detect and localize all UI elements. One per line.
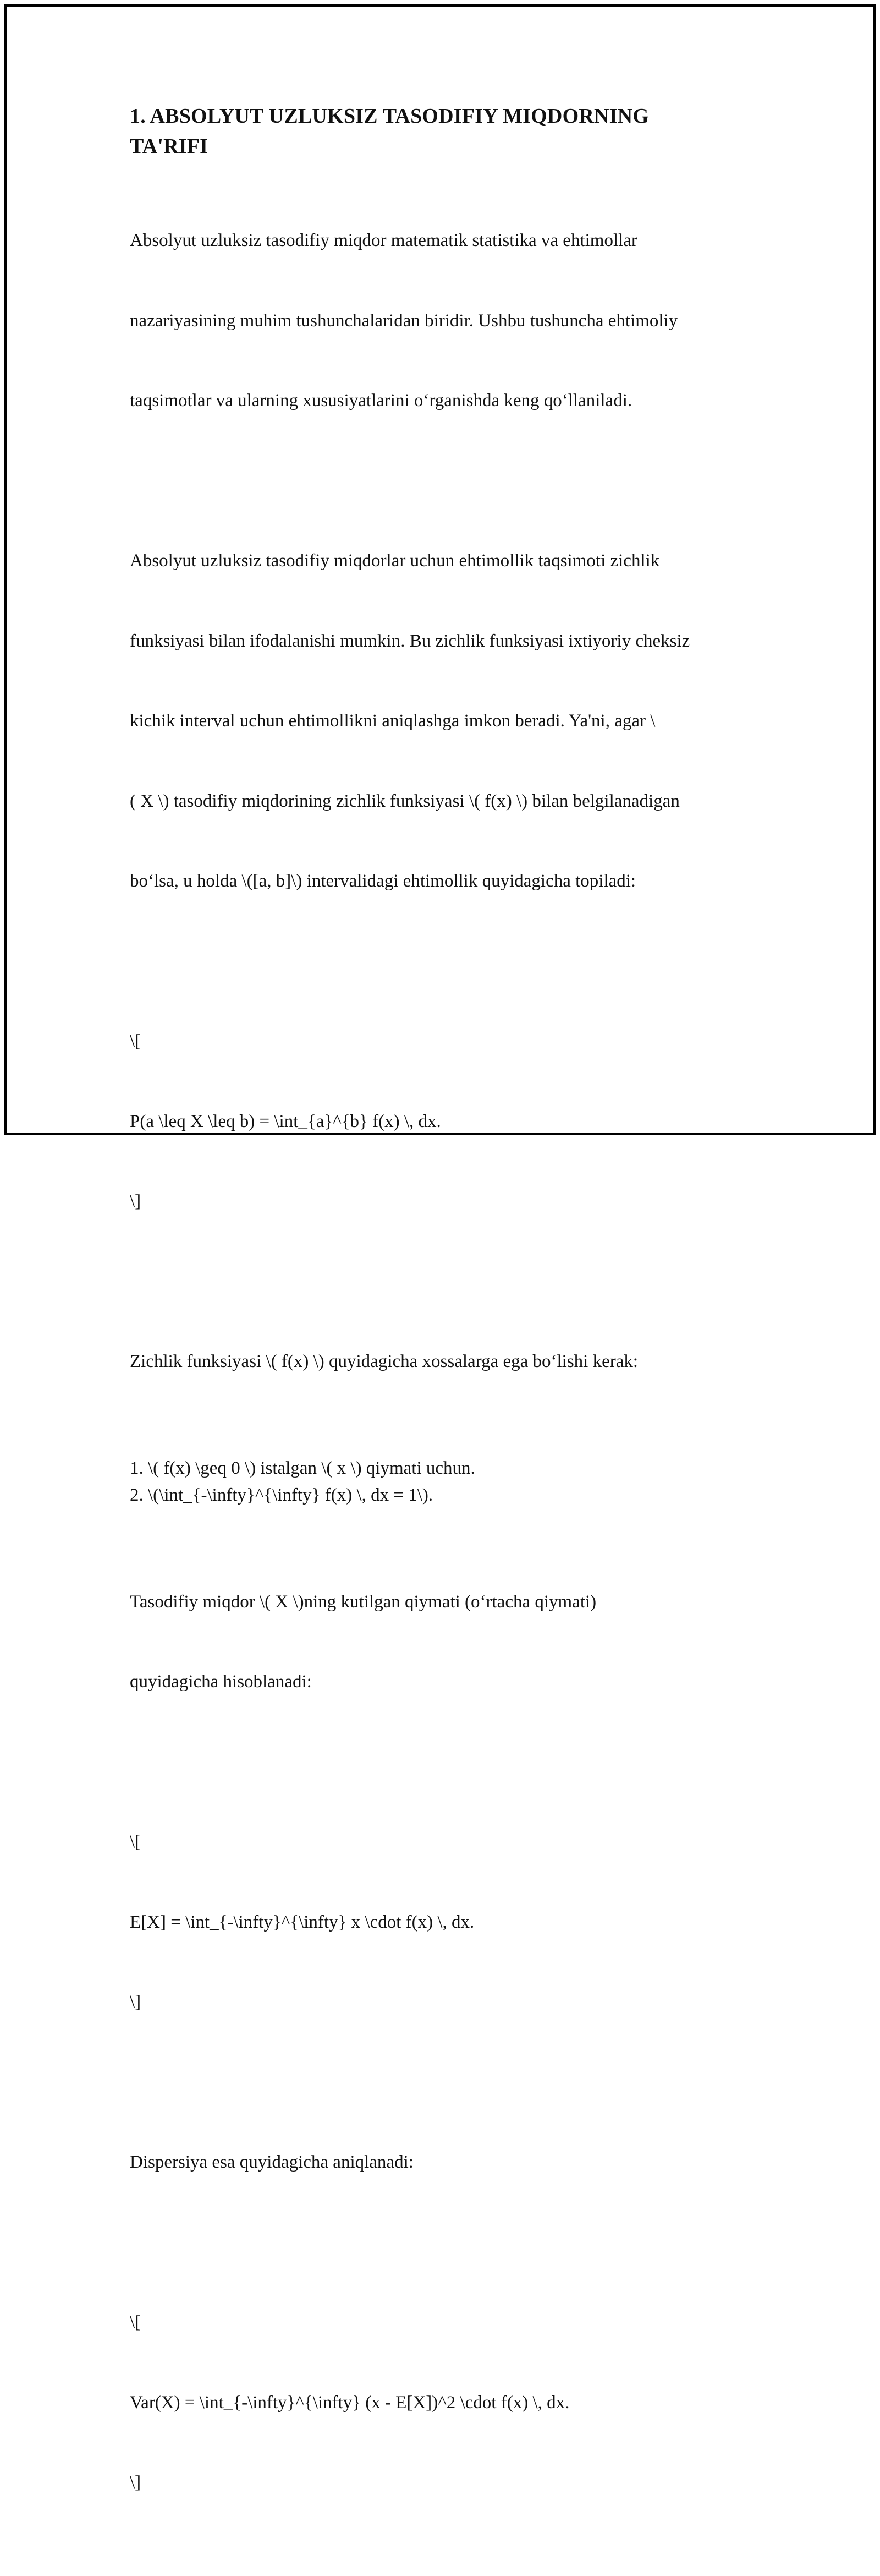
paragraph-line: Tasodifiy miqdor \( X \)ning kutilgan qiymati (o‘rtacha qiymati): [130, 1591, 597, 1612]
formula-line: \[: [130, 1031, 141, 1051]
formula-line: \]: [130, 1191, 141, 1211]
formula-expectation: [130, 1775, 762, 2069]
paragraph-line: Absolyut uzluksiz tasodifiy miqdor matematik statistika va ehtimollar: [130, 231, 637, 250]
formula-line: \]: [130, 1992, 141, 2012]
formula-probability: [130, 975, 762, 1268]
paragraph-line: funksiyasi bilan ifodalanishi mumkin. Bu zichlik funksiyasi ixtiyoriy cheksiz: [130, 631, 690, 651]
properties-list: [130, 1455, 762, 1508]
expectation-paragraph: [130, 1535, 762, 1749]
list-item: 1. \( f(x) \geq 0 \) istalgan \( x \) qiymati uchun.: [130, 1458, 475, 1478]
formula-line: \[: [130, 1832, 141, 1852]
section-heading-line: TA'RIFI: [130, 135, 208, 158]
paragraph-line: Absolyut uzluksiz tasodifiy miqdorlar uchun ehtimollik taqsimoti zichlik: [130, 551, 660, 571]
formula-line: E[X] = \int_{-\infty}^{\infty} x \cdot f(x) \, dx.: [130, 1912, 475, 1932]
formula-line: Var(X) = \int_{-\infty}^{\infty} (x - E[X])^2 \cdot f(x) \, dx.: [130, 2392, 570, 2413]
section-heading: [130, 101, 762, 162]
formula-variance: [130, 2256, 762, 2550]
paragraph-line: kichik interval uchun ehtimollikni aniqlashga imkon beradi. Ya'ni, agar \: [130, 711, 656, 731]
density-paragraph: [130, 494, 762, 948]
paragraph-line: Dispersiya esa quyidagicha aniqlanadi:: [130, 2152, 414, 2172]
intro-paragraph: [130, 174, 762, 468]
paragraph-line: taqsimotlar va ularning xususiyatlarini o‘rganishda keng qo‘llaniladi.: [130, 391, 632, 411]
formula-line: \[: [130, 2312, 141, 2332]
paragraph-line: Zichlik funksiyasi \( f(x) \) quyidagicha xossalarga ega bo‘lishi kerak:: [130, 1352, 639, 1371]
paragraph-line: bo‘lsa, u holda \([a, b]\) intervalidagi ehtimollik quyidagicha topiladi:: [130, 871, 636, 891]
document-body: [130, 101, 762, 2576]
variance-intro: [130, 2096, 762, 2229]
properties-intro: [130, 1295, 762, 1429]
formula-line: \]: [130, 2473, 141, 2492]
paragraph-line: nazariyasining muhim tushunchalaridan biridir. Ushbu tushuncha ehtimoliy: [130, 310, 678, 331]
paragraph-line: quyidagicha hisoblanadi:: [130, 1672, 312, 1692]
list-item: 2. \(\int_{-\infty}^{\infty} f(x) \, dx = 1\).: [130, 1485, 433, 1505]
formula-line: P(a \leq X \leq b) = \int_{a}^{b} f(x) \, dx.: [130, 1111, 441, 1131]
paragraph-line: ( X \) tasodifiy miqdorining zichlik funksiyasi \( f(x) \) bilan belgilanadigan: [130, 791, 680, 811]
section-heading-line: 1. ABSOLYUT UZLUKSIZ TASODIFIY MIQDORNING: [130, 105, 650, 128]
